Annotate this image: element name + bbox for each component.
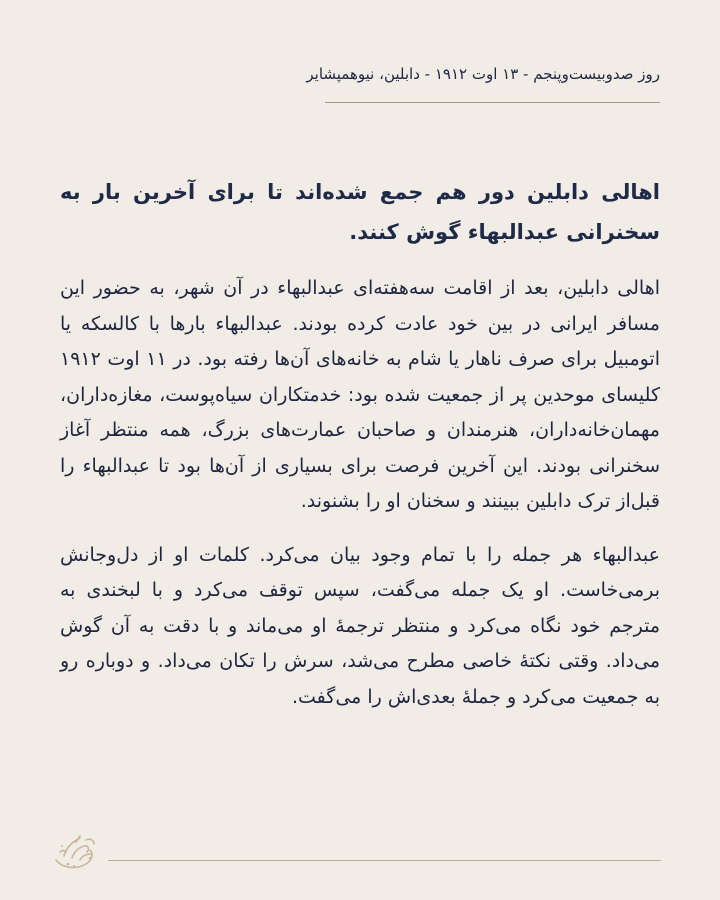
article-headline: اهالی دابلین دور هم جمع شده‌اند تا برای آخرین بار به سخنرانی عبدالبهاء گوش کنند.	[60, 180, 660, 244]
footer-divider	[108, 860, 661, 861]
article-paragraph-1: اهالی دابلین، بعد از اقامت سه‌هفته‌ای عبدالبهاء در آن شهر، به حضور این مسافر ایرانی در بین خود عادت کرده بودند. عبدالبهاء بارها با کالسکه یا اتومبیل برای صرف ناهار یا شام به خانه‌های آن‌ها رفته بود. در ۱۱ اوت ۱۹۱۲ کلیسای موحدین پر از جمعیت شده بود: خدمتکاران سیاه‌پوست، مغازه‌داران، مهمان‌خانه‌داران، هنرمندان و صاحبان عمارت‌های بزرگ، همه منتظر آغاز سخنرانی بودند. این آخرین فرصت برای بسیاری از آن‌ها بود تا عبدالبهاء را قبل‌از ترک دابلین ببینند و سخنان او را بشنوند.	[60, 277, 661, 512]
page-caption: روز صدوبیست‌وپنجم - ۱۳ اوت ۱۹۱۲ - دابلین، نیوهمپشایر	[306, 65, 660, 83]
calligraphy-signature-logo-icon	[50, 830, 100, 875]
article-paragraph-2: عبدالبهاء هر جمله را با تمام وجود بیان می‌کرد. کلمات او از دل‌وجانش برمی‌خاست. او یک جمله می‌گفت، سپس توقف می‌کرد و با لبخندی به مترجم خود نگاه می‌کرد و منتظر ترجمهٔ او می‌ماند و با دقت به آن گوش می‌داد. وقتی نکتهٔ خاصی مطرح می‌شد، سرش را تکان می‌داد. و دوباره رو به جمعیت می‌کرد و جملهٔ بعدی‌اش را می‌گفت.	[60, 543, 660, 708]
header-divider	[325, 102, 660, 103]
article	[60, 172, 660, 715]
